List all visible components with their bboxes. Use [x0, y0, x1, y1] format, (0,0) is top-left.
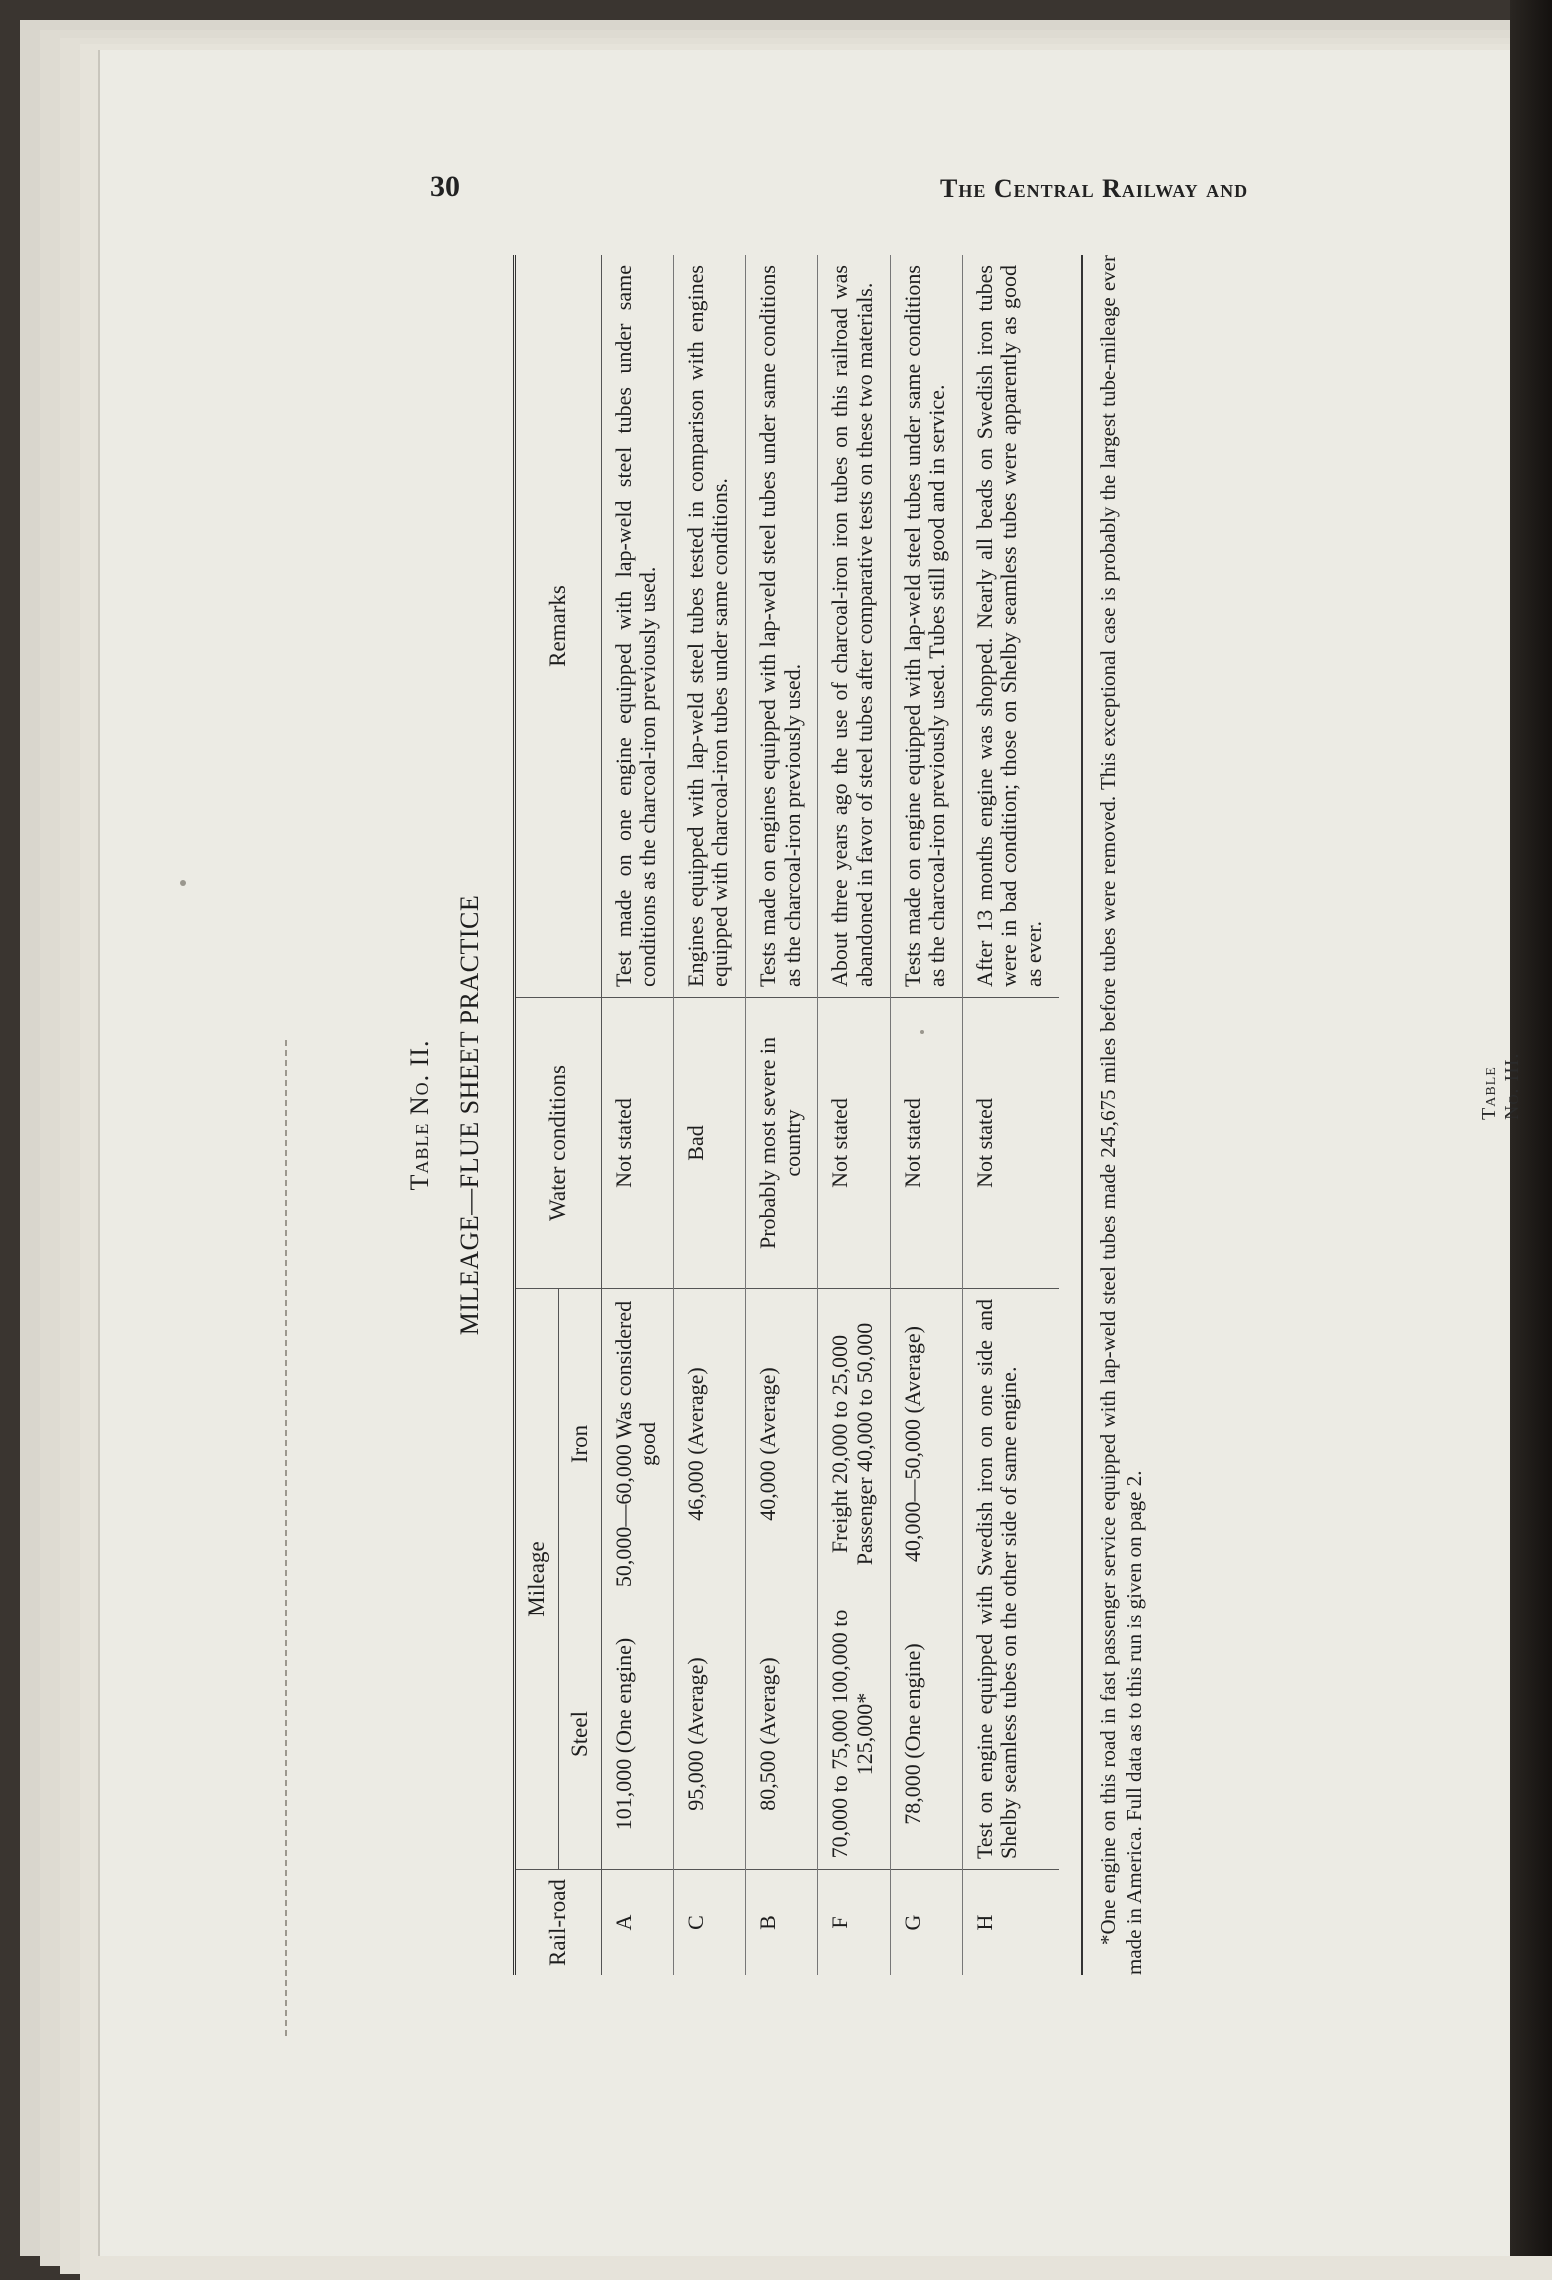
- table-title: MILEAGE—FLUE SHEET PRACTICE: [455, 894, 484, 1336]
- header-steel: Steel: [558, 1599, 601, 1870]
- table-row: [673, 255, 745, 1975]
- table-row: [890, 255, 962, 1975]
- faint-rule: [285, 1040, 287, 2040]
- cell-steel: 70,000 to 75,000 100,000 to 125,000*: [818, 1599, 890, 1870]
- cell-steel: 80,500 (Average): [746, 1599, 818, 1870]
- cell-water: Not stated: [818, 998, 890, 1289]
- cell-remarks: After 13 months engine was shopped. Nearly all beads on Swedish iron tubes were in bad condition; those on Shelby seamless tubes were apparently as good as ever.: [962, 255, 1058, 998]
- cell-iron: 46,000 (Average): [673, 1289, 745, 1600]
- cell-steel: 78,000 (One engine): [890, 1599, 962, 1870]
- scan-speck: [180, 880, 186, 886]
- cell-steel-iron-combined: Test on engine equipped with Swedish iron on one side and Shelby seamless tubes on the other side of same engine.: [962, 1289, 1058, 1870]
- cell-railroad: F: [818, 1870, 890, 1976]
- next-table-caption: Table No. III.: [1478, 1052, 1523, 1120]
- cell-remarks: Test made on one engine equipped with lap-weld steel tubes under same conditions as the charcoal-iron previously used.: [601, 255, 673, 998]
- table-row: [601, 255, 673, 1975]
- cell-iron: 50,000—60,000 Was considered good: [601, 1289, 673, 1600]
- header-railroad: Rail-road: [515, 1870, 602, 1976]
- running-head: [350, 170, 1300, 210]
- cell-water: Bad: [673, 998, 745, 1289]
- mileage-table: [513, 255, 1059, 1975]
- cell-railroad: A: [601, 1870, 673, 1976]
- table-caption: Table No. II.: [405, 1039, 434, 1191]
- book-binding: [1510, 0, 1552, 2256]
- cell-remarks: Tests made on engine equipped with lap-weld steel tubes under same conditions as the charcoal-iron previously used. Tubes still good and in service.: [890, 255, 962, 998]
- footnote: *One engine on this road in fast passenger service equipped with lap-weld steel tubes made 245,675 miles before tubes were removed. This exceptional case is probably the largest tube-mileage ever made in America. Full data as to this run is given on page 2.: [1081, 255, 1148, 1975]
- header-water-conditions: Water conditions: [515, 998, 602, 1289]
- cell-remarks: Tests made on engines equipped with lap-weld steel tubes under same conditions as the charcoal-iron previously used.: [746, 255, 818, 998]
- header-iron: Iron: [558, 1289, 601, 1600]
- cell-railroad: H: [971, 1914, 997, 1931]
- cell-iron: 40,000—50,000 (Average): [890, 1289, 962, 1600]
- running-title: The Central Railway and: [940, 174, 1249, 203]
- cell-railroad: B: [746, 1870, 818, 1976]
- cell-steel: 95,000 (Average): [673, 1599, 745, 1870]
- header-remarks: Remarks: [515, 255, 602, 998]
- cell-water: Not stated: [890, 998, 962, 1289]
- cell-water: Probably most severe in country: [746, 998, 818, 1289]
- cell-remarks: About three years ago the use of charcoal-iron iron tubes on this railroad was abandoned in favor of steel tubes after comparative tests on these two materials.: [818, 255, 890, 998]
- cell-water: Not stated: [962, 998, 1058, 1289]
- cell-steel: 101,000 (One engine): [601, 1599, 673, 1870]
- cell-iron: 40,000 (Average): [746, 1289, 818, 1600]
- cell-remarks: Engines equipped with lap-weld steel tubes tested in comparison with engines equipped with charcoal-iron tubes under same conditions.: [673, 255, 745, 998]
- cell-iron: Freight 20,000 to 25,000 Passenger 40,000 to 50,000: [818, 1289, 890, 1600]
- table-row: [962, 255, 1058, 1975]
- cell-railroad: G: [890, 1870, 962, 1976]
- page-number: 30: [430, 170, 460, 203]
- cell-railroad: C: [673, 1870, 745, 1976]
- header-mileage: Mileage: [515, 1289, 559, 1870]
- table-row: [818, 255, 890, 1975]
- rotated-table-block: [395, 255, 1445, 1975]
- cell-water: Not stated: [601, 998, 673, 1289]
- table-row: [746, 255, 818, 1975]
- next-table-caption-wrap: [1478, 1046, 1524, 1120]
